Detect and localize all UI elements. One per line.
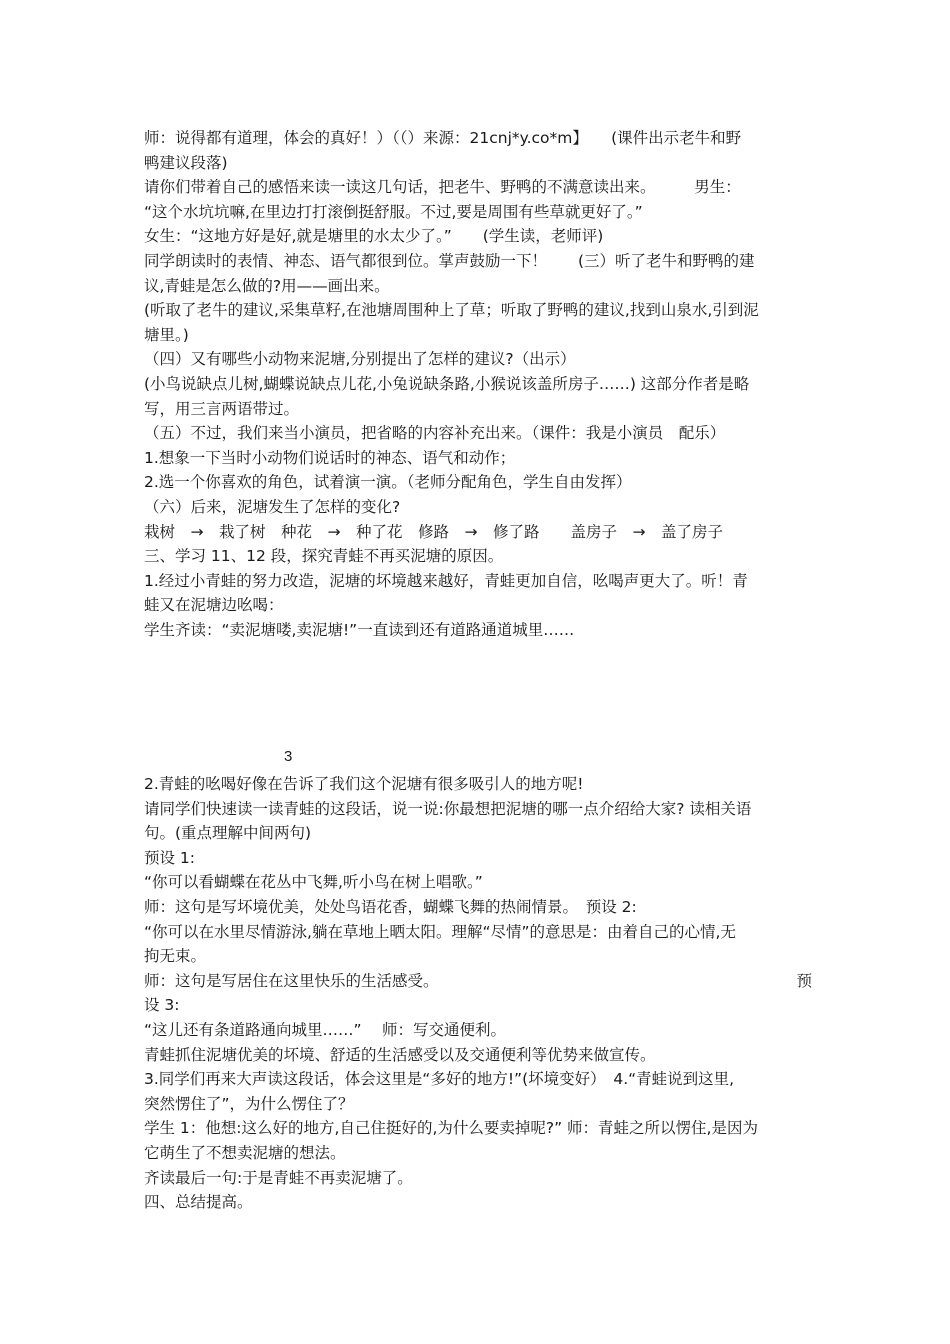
- section-heading: 三、学习 11、12 段，探究青蛙不再买泥塘的原因。: [144, 547, 504, 566]
- text-line: 请你们带着自己的感悟来读一读这几句话，把老牛、野鸭的不满意读出来。 男生：: [144, 178, 741, 197]
- text-line: 师：说得都有道理，体会的真好！）（（）来源：21cnj*y.co*m】 (课件出示老牛和野: [144, 129, 742, 147]
- text-line: 塘里。): [144, 325, 189, 344]
- text-line: 3.同学们再来大声读这段话，体会这里是“多好的地方!”(坏境变好） 4.“青蛙说到这里,: [144, 1070, 735, 1089]
- justified-line-left: 师：这句是写居住在这里快乐的生活感受。: [144, 971, 439, 990]
- text-line: 预设 1:: [144, 848, 196, 867]
- page-bottom-section: [144, 772, 812, 1215]
- text-line: 议,青蛙是怎么做的?用——画出来。: [144, 276, 390, 295]
- text-line: “这儿还有条道路通向城里……” 师：写交通便利。: [144, 1020, 506, 1039]
- text-line: “你可以在水里尽情游泳,躺在草地上晒太阳。理解“尽情”的意思是：由着自己的心情,无: [144, 922, 736, 941]
- text-line: 女生：“这地方好是好,就是塘里的水太少了。” (学生读，老师评): [144, 227, 604, 246]
- text-line: 学生齐读：“卖泥塘喽,卖泥塘!”一直读到还有道路通道城里……: [144, 620, 575, 639]
- text-line: 齐读最后一句:于是青蛙不再卖泥塘了。: [144, 1168, 413, 1187]
- text-line: 请同学们快速读一读青蛙的这段话，说一说:你最想把泥塘的哪一点介绍给大家? 读相关语: [144, 799, 752, 818]
- text-line: 蛙又在泥塘边吆喝：: [144, 596, 284, 615]
- text-line: 学生 1：他想:这么好的地方,自己住挺好的,为什么要卖掉呢?” 师：青蛙之所以愣住,是因为: [144, 1119, 758, 1138]
- text-line: 句。(重点理解中间两句): [144, 824, 312, 843]
- text-line: 拘无束。: [144, 947, 207, 966]
- text-line: 2.选一个你喜欢的角色，试着演一演。（老师分配角色，学生自由发挥）: [144, 473, 632, 492]
- text-line: 同学朗读时的表情、神态、语气都很到位。掌声鼓励一下！ (三）听了老牛和野鸭的建: [144, 251, 755, 270]
- page-top-section: [144, 126, 812, 642]
- text-line: 写，用三言两语带过。: [144, 399, 300, 418]
- change-arrow-row: 栽树 → 栽了树 种花 → 种了花 修路 → 修了路 盖房子 → 盖了房子: [144, 522, 723, 541]
- text-line: 突然愣住了”，为什么愣住了？: [144, 1094, 354, 1113]
- text-line: “这个水坑坑嘛,在里边打打滚倒挺舒服。不过,要是周围有些草就更好了。”: [144, 202, 643, 221]
- text-line: （五）不过，我们来当小演员，把省略的内容补充出来。（课件：我是小演员 配乐）: [144, 424, 726, 443]
- text-line: （六）后来，泥塘发生了怎样的变化?: [144, 497, 401, 516]
- text-line: 2.青蛙的吆喝好像在告诉了我们这个泥塘有很多吸引人的地方呢!: [144, 775, 584, 793]
- page-number: 3: [284, 748, 293, 765]
- text-line: 师：这句是写坏境优美，处处鸟语花香，蝴蝶飞舞的热闹情景。 预设 2:: [144, 897, 637, 916]
- text-line: 设 3:: [144, 996, 180, 1015]
- text-line: 青蛙抓住泥塘优美的坏境、舒适的生活感受以及交通便利等优势来做宣传。: [144, 1045, 656, 1064]
- text-line: 它萌生了不想卖泥塘的想法。: [144, 1143, 346, 1162]
- text-line: (听取了老牛的建议,采集草籽,在池塘周围种上了草；听取了野鸭的建议,找到山泉水,引到泥: [144, 301, 759, 320]
- text-line: 1.经过小青蛙的努力改造，泥塘的坏境越来越好，青蛙更加自信，吆喝声更大了。听！青: [144, 571, 748, 590]
- section-heading: 四、总结提高。: [144, 1193, 253, 1212]
- justified-line-right: 预: [796, 971, 812, 990]
- text-line: (小鸟说缺点儿树,蝴蝶说缺点儿花,小兔说缺条路,小猴说该盖所房子……) 这部分作者是略: [144, 374, 750, 393]
- text-line: “你可以看蝴蝶在花丛中飞舞,听小鸟在树上唱歌。”: [144, 873, 483, 892]
- justified-line: [144, 969, 812, 994]
- text-line: 鸭建议段落): [144, 153, 228, 172]
- text-line: （四）又有哪些小动物来泥塘,分别提出了怎样的建议?（出示）: [144, 350, 576, 369]
- text-line: 1.想象一下当时小动物们说话时的神态、语气和动作；: [144, 448, 516, 467]
